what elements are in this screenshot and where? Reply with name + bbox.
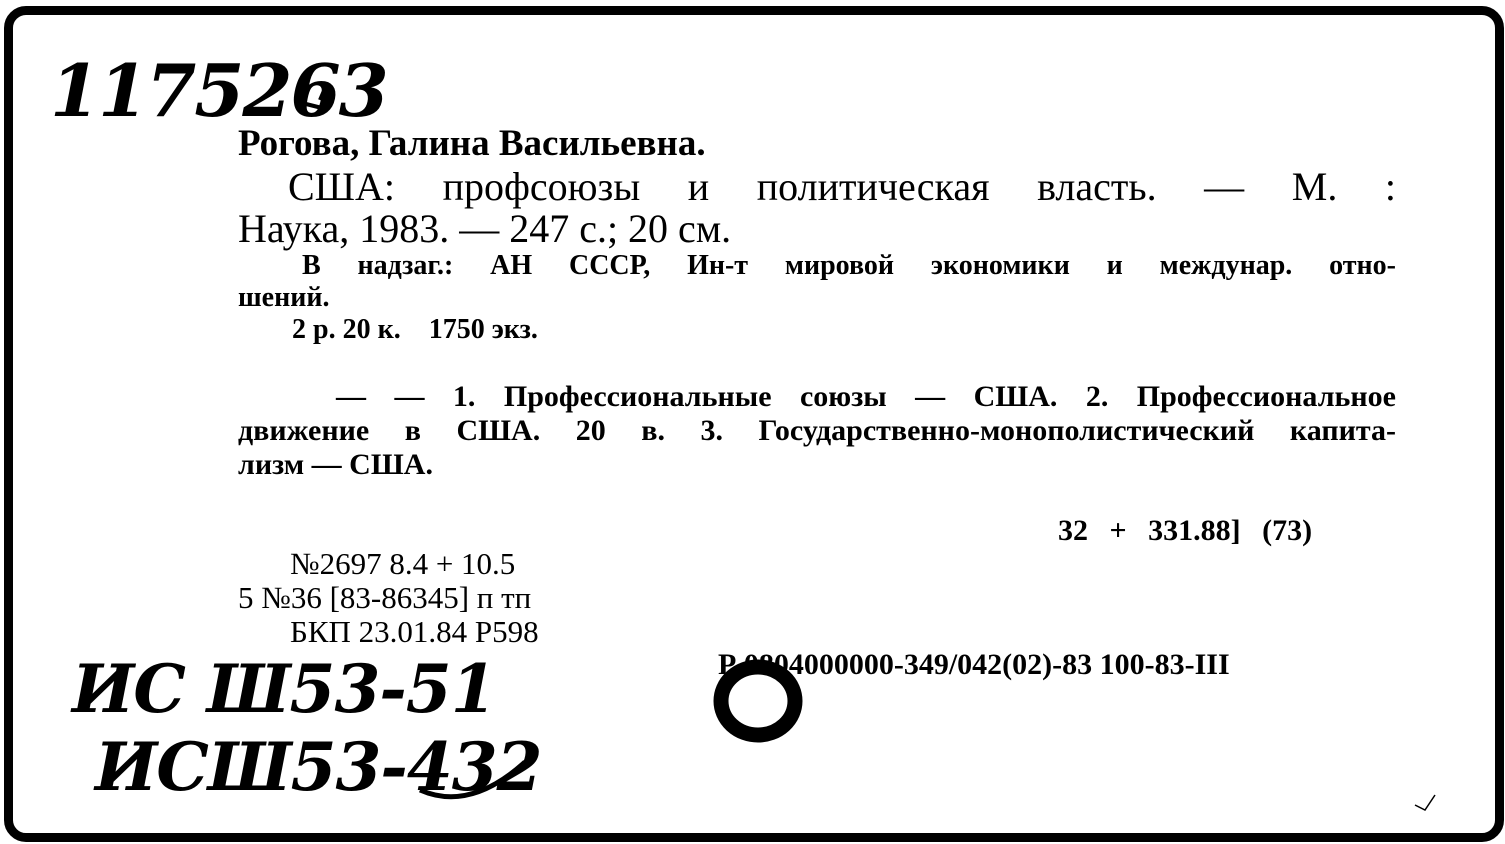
publication-code: Р 0804000000-349/042(02)-83 100-83-III <box>718 648 1230 681</box>
order-line-3: БКП 23.01.84 Р598 <box>290 614 539 649</box>
title-line-2: Наука, 1983. — 247 с.; 20 см. <box>238 206 732 251</box>
handwritten-shelfmark-1: ИС Ш53-51 <box>72 650 496 728</box>
author-heading: Рогова, Галина Васильевна. <box>238 123 706 164</box>
subjects-line-1: — — 1. Профессиональные союзы — США. 2. Профессиональное <box>336 380 1396 413</box>
handwritten-accession-number: 1175263 <box>50 48 387 133</box>
price-and-print-run: 2 р. 20 к. 1750 экз. <box>292 314 538 345</box>
note-line-2: шений. <box>238 282 330 313</box>
note-line-1: В надзаг.: АН СССР, Ин-т мировой экономики и междунар. отно- <box>302 250 1396 281</box>
subjects-line-3: лизм — США. <box>238 448 433 481</box>
subjects-line-2: движение в США. 20 в. 3. Государственно-монополистический капита- <box>238 414 1396 447</box>
handwritten-shelfmark-2: ИСШ53-432 <box>95 728 542 806</box>
title-line-1: США: профсоюзы и политическая власть. — М. : <box>288 164 1396 209</box>
classification-index: 32 + 331.88] (73) <box>1058 514 1313 547</box>
order-line-2: 5 №36 [83-86345] п тп <box>238 580 532 615</box>
order-line-1: №2697 8.4 + 10.5 <box>290 546 516 581</box>
